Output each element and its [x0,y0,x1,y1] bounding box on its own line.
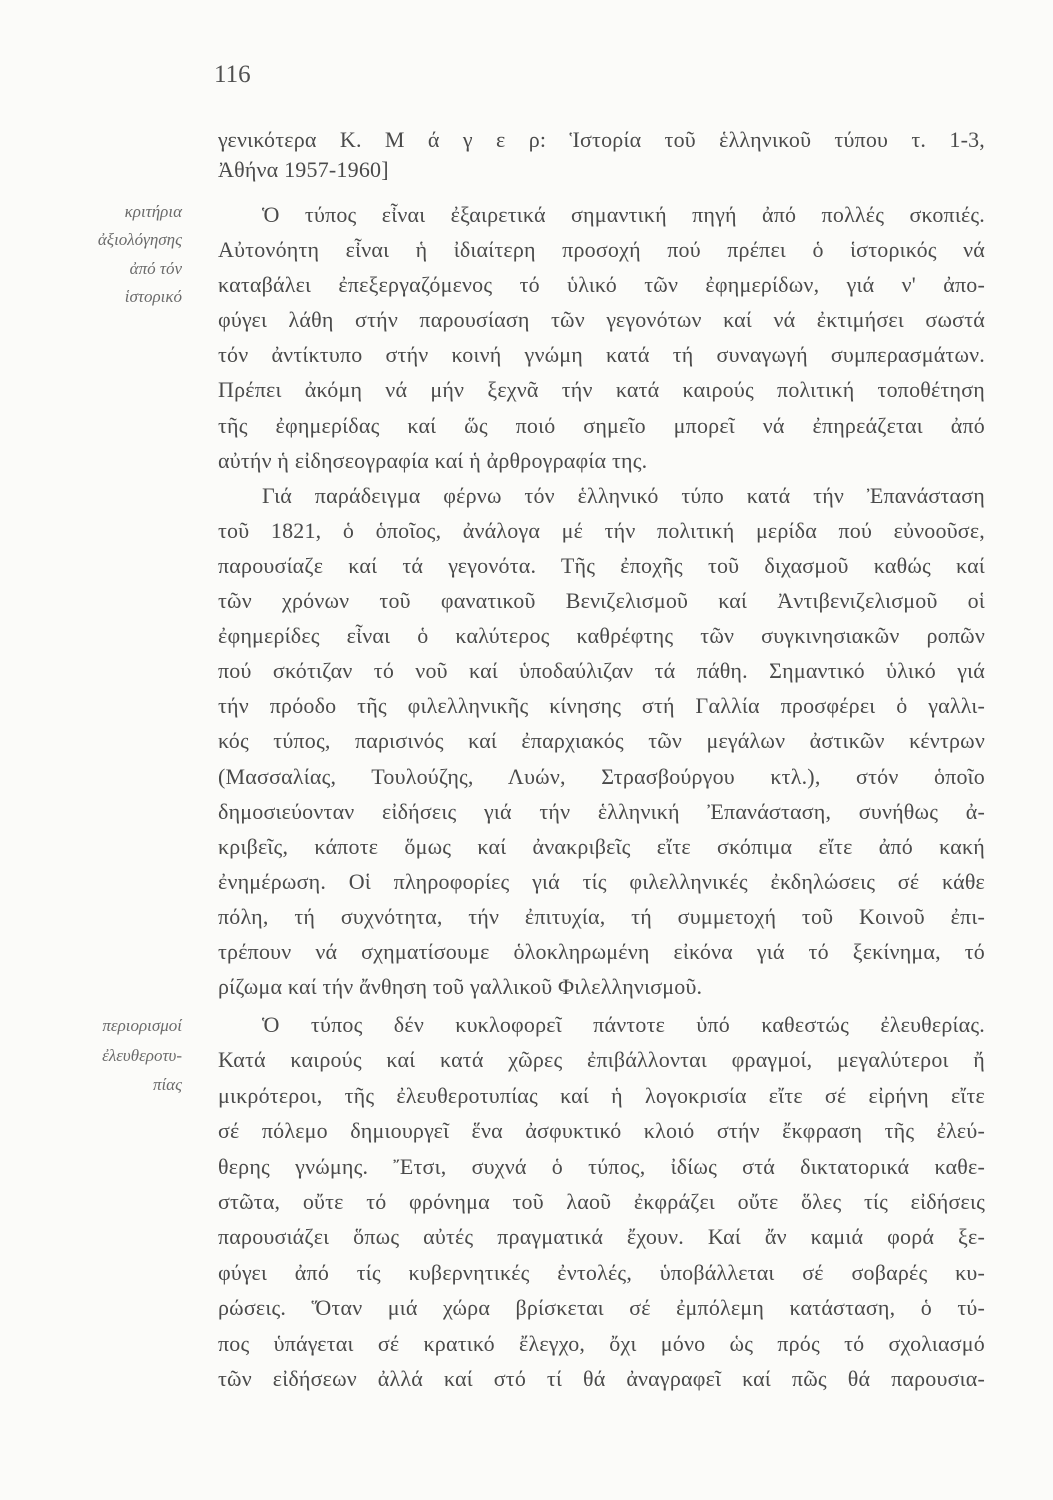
text-line: γενικότερα Κ. Μ ά γ ε ρ: Ἱστορία τοῦ ἑλληνικοῦ τύπου τ. 1-3, [218,127,985,152]
text-line: πού σκότιζαν τό νοῦ καί ὑποδαύλιζαν τά πάθη. Σημαντικό ὑλικό γιά [218,658,985,684]
text-line: τόν ἀντίκτυπο στήν κοινή γνώμη κατά τή συναγωγή συμπερασμάτων. [218,342,985,368]
text-line: τῶν χρόνων τοῦ φανατικοῦ Βενιζελισμοῦ καί Ἀντιβενιζελισμοῦ οἱ [218,588,985,614]
text-line: σέ πόλεμο δημιουργεῖ ἕνα ἀσφυκτικό κλοιό στήν ἔκφραση τῆς ἐλεύ- [218,1118,985,1144]
text-line: παρουσιάζει ὅπως αὐτές πραγματικά ἔχουν. Καί ἄν καμιά φορά ξε- [218,1224,985,1250]
text-line: στῶτα, οὔτε τό φρόνημα τοῦ λαοῦ ἐκφράζει οὔτε ὅλες τίς εἰδήσεις [218,1188,985,1214]
text-line: παρουσίαζε καί τά γεγονότα. Τῆς ἐποχῆς τοῦ διχασμοῦ καθώς καί [218,552,985,578]
text-line: φύγει ἀπό τίς κυβερνητικές ἐντολές, ὑποβάλλεται σέ σοβαρές κυ- [218,1259,985,1285]
body-text-section-2 [218,1007,985,1396]
text-line: κριβεῖς, κάποτε ὅμως καί ἀνακριβεῖς εἴτε σκόπιμα εἴτε ἀπό κακή [218,833,985,859]
page-number: 116 [214,61,251,88]
text-line: Κατά καιρούς καί κατά χῶρες ἐπιβάλλονται φραγμοί, μεγαλύτεροι ἤ [218,1047,985,1073]
margin-note-line: περιορισμοί [102,1016,182,1035]
text-line: Πρέπει ἀκόμη νά μήν ξεχνᾶ τήν κατά καιρούς πολιτική τοποθέτηση [218,377,985,403]
body-text-section-1 [218,197,985,1004]
text-line: μικρότεροι, τῆς ἐλευθεροτυπίας καί ἡ λογοκρισία εἴτε σέ εἰρήνη εἴτε [218,1082,985,1108]
text-line: φύγει λάθη στήν παρουσίαση τῶν γεγονότων καί νά ἐκτιμήσει σωστά [218,307,985,333]
text-line: τῆς ἐφημερίδας καί ὥς ποιό σημεῖο μπορεῖ νά ἐπηρεάζεται ἀπό [218,412,985,438]
paragraph-last-line: αὐτήν ἡ εἰδησεογραφία καί ἡ ἀρθρογραφία της. [218,447,648,473]
paragraph-first-line: Ὁ τύπος εἶναι ἐξαιρετικά σημαντική πηγή ἀπό πολλές σκοπιές. [262,202,985,227]
margin-note-criteria [30,198,182,312]
text-line: πόλη, τή συχνότητα, τήν ἐπιτυχία, τή συμμετοχή τοῦ Κοινοῦ ἐπι- [218,903,985,929]
margin-note-line: ἱστορικό [124,287,182,307]
text-line: θερης γνώμης. Ἔτσι, συχνά ὁ τύπος, ἰδίως στά δικτατορικά καθε- [218,1153,985,1179]
text-line: ἐφημερίδες εἶναι ὁ καλύτερος καθρέφτης τῶν συγκινησιακῶν ροπῶν [218,623,985,649]
text-line: τῶν εἰδήσεων ἀλλά καί στό τί θά ἀναγραφεῖ καί πῶς θά παρουσια- [218,1365,985,1391]
margin-note-line: ἐλευθεροτυ- [102,1045,182,1065]
text-line: πος ὑπάγεται σέ κρατικό ἔλεγχο, ὄχι μόνο ὡς πρός τό σχολιασμό [218,1330,985,1356]
text-line: Αὐτονόητη εἶναι ἡ ἰδιαίτερη προσοχή πού πρέπει ὁ ἱστορικός νά [218,237,985,263]
text-line: τήν πρόοδο τῆς φιλελληνικῆς κίνησης στή Γαλλία προσφέρει ὁ γαλλι- [218,693,985,719]
margin-note-press-restrictions [30,1011,182,1100]
text-line: δημοσιεύονταν εἰδήσεις γιά τήν ἑλληνική Ἐπανάσταση, συνήθως ἀ- [218,798,985,824]
text-line: ἐνημέρωση. Οἱ πληροφορίες γιά τίς φιλελληνικές ἐκδηλώσεις σέ κάθε [218,868,985,894]
paragraph-first-line: Ὁ τύπος δέν κυκλοφορεῖ πάντοτε ὑπό καθεστώς ἐλευθερίας. [262,1012,985,1037]
text-line: καταβάλει ἐπεξεργαζόμενος τό ὑλικό τῶν ἐφημερίδων, γιά ν' ἀπο- [218,272,985,298]
text-line: Ἀθήνα 1957-1960] [218,157,389,182]
margin-note-line: ἀξιολόγησης [97,230,182,250]
text-line: τοῦ 1821, ὁ ὁποῖος, ἀνάλογα μέ τήν πολιτική μερίδα πού εὐνοοῦσε, [218,517,985,543]
text-line: ρώσεις. Ὅταν μιά χώρα βρίσκεται σέ ἐμπόλεμη κατάσταση, ὁ τύ- [218,1295,985,1321]
margin-note-line: ἀπό τόν [129,258,182,278]
reference-block [218,125,985,185]
paragraph-first-line: Γιά παράδειγμα φέρνω τόν ἑλληνικό τύπο κατά τήν Ἐπανάσταση [262,482,985,508]
margin-note-line: πίας [152,1075,182,1094]
text-line: τρέπουν νά σχηματίσουμε ὁλοκληρωμένη εἰκόνα γιά τό ξεκίνημα, τό [218,938,985,964]
text-line: κός τύπος, παρισινός καί ἐπαρχιακός τῶν μεγάλων ἀστικῶν κέντρων [218,728,985,754]
paragraph-last-line: ρίζωμα καί τήν ἄνθηση τοῦ γαλλικοῦ Φιλελληνισμοῦ. [218,974,703,1000]
margin-note-line: κριτήρια [124,202,182,221]
text-line: (Μασσαλίας, Τουλούζης, Λυών, Στρασβούργου κτλ.), στόν ὁποῖο [218,763,985,789]
